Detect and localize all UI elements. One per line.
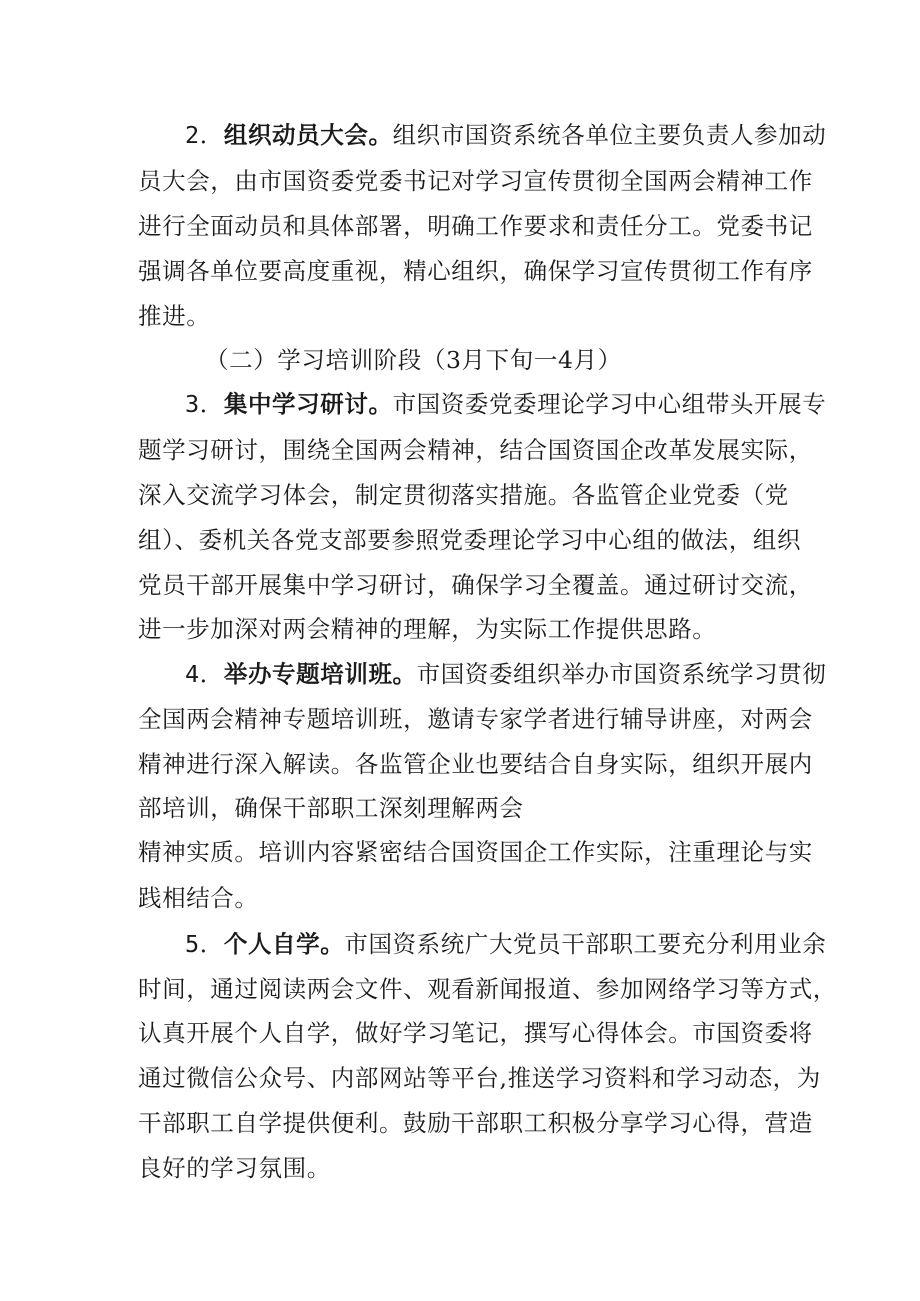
paragraph-line: 认真开展个人自学，做好学习笔记，撰写心得体会。市国资委将 [138, 1019, 813, 1047]
paragraph-line: 深入交流学习体会，制定贯彻落实措施。各监管企业党委（党 [138, 481, 789, 509]
paragraph-line: 精神进行深入解读。各监管企业也要结合自身实际，组织开展内 [138, 750, 813, 778]
paragraph-line: 良好的学习氛围。 [138, 1154, 331, 1182]
item-4-number: 4． [185, 660, 224, 688]
paragraph-line: 强调各单位要高度重视，精心组织，确保学习宣传贯彻工作有序 [138, 257, 813, 285]
paragraph-line: 践相结合。 [138, 884, 259, 912]
item-4-heading: 举办专题培训班。 [223, 660, 417, 688]
paragraph-line: 全国两会精神专题培训班，邀请专家学者进行辅导讲座，对两会 [138, 705, 813, 733]
paragraph-line: 进行全面动员和具体部署，明确工作要求和责任分工。党委书记 [138, 212, 813, 240]
paragraph-line: 精神实质。培训内容紧密结合国资国企工作实际，注重理论与实 [138, 838, 813, 866]
item-4-text: 市国资委组织举办市国资系统学习贯彻 [416, 660, 827, 688]
item-5-heading: 个人自学。 [223, 930, 345, 958]
item-5-text: 市国资系统广大党员干部职工要充分利用业余 [344, 930, 827, 958]
paragraph-line: 进一步加深对两会精神的理解，为实际工作提供思路。 [138, 615, 717, 643]
paragraph-line: 部培训，确保干部职工深刻理解两会 [138, 794, 524, 822]
item-3-text: 市国资委党委理论学习中心组带头开展专 [392, 390, 827, 418]
item-5-number: 5． [185, 930, 224, 958]
paragraph-line: 时间，通过阅读两会文件、观看新闻报道、参加网络学习等方式， [138, 975, 837, 1003]
paragraph-line: 党员干部开展集中学习研讨，确保学习全覆盖。通过研讨交流， [138, 571, 813, 599]
item-3-number: 3． [185, 390, 224, 418]
paragraph-line: 干部职工自学提供便利。鼓励干部职工积极分享学习心得，营造 [138, 1109, 813, 1137]
paragraph-line: 员大会，由市国资委党委书记对学习宣传贯彻全国两会精神工作 [138, 167, 813, 195]
paragraph-item-3-line-1 [185, 390, 827, 418]
item-2-heading: 组织动员大会。 [223, 121, 393, 149]
paragraph-line: 组）、委机关各党支部要参照党委理论学习中心组的做法，组织 [138, 526, 802, 554]
section-heading: （二）学习培训阶段（3月下旬一4月） [205, 346, 622, 374]
paragraph-line: 通过微信公众号、内部网站等平台,推送学习资料和学习动态，为 [138, 1064, 821, 1092]
paragraph-item-2-line-1 [185, 121, 827, 149]
paragraph-line: 推进。 [138, 302, 211, 330]
item-2-number: 2． [185, 121, 224, 149]
paragraph-item-4-line-1 [185, 660, 827, 688]
item-3-heading: 集中学习研讨。 [223, 390, 393, 418]
item-2-text: 组织市国资系统各单位主要负责人参加动 [392, 121, 827, 149]
paragraph-item-5-line-1 [185, 930, 827, 958]
paragraph-line: 题学习研讨，围绕全国两会精神，结合国资国企改革发展实际， [138, 436, 813, 464]
